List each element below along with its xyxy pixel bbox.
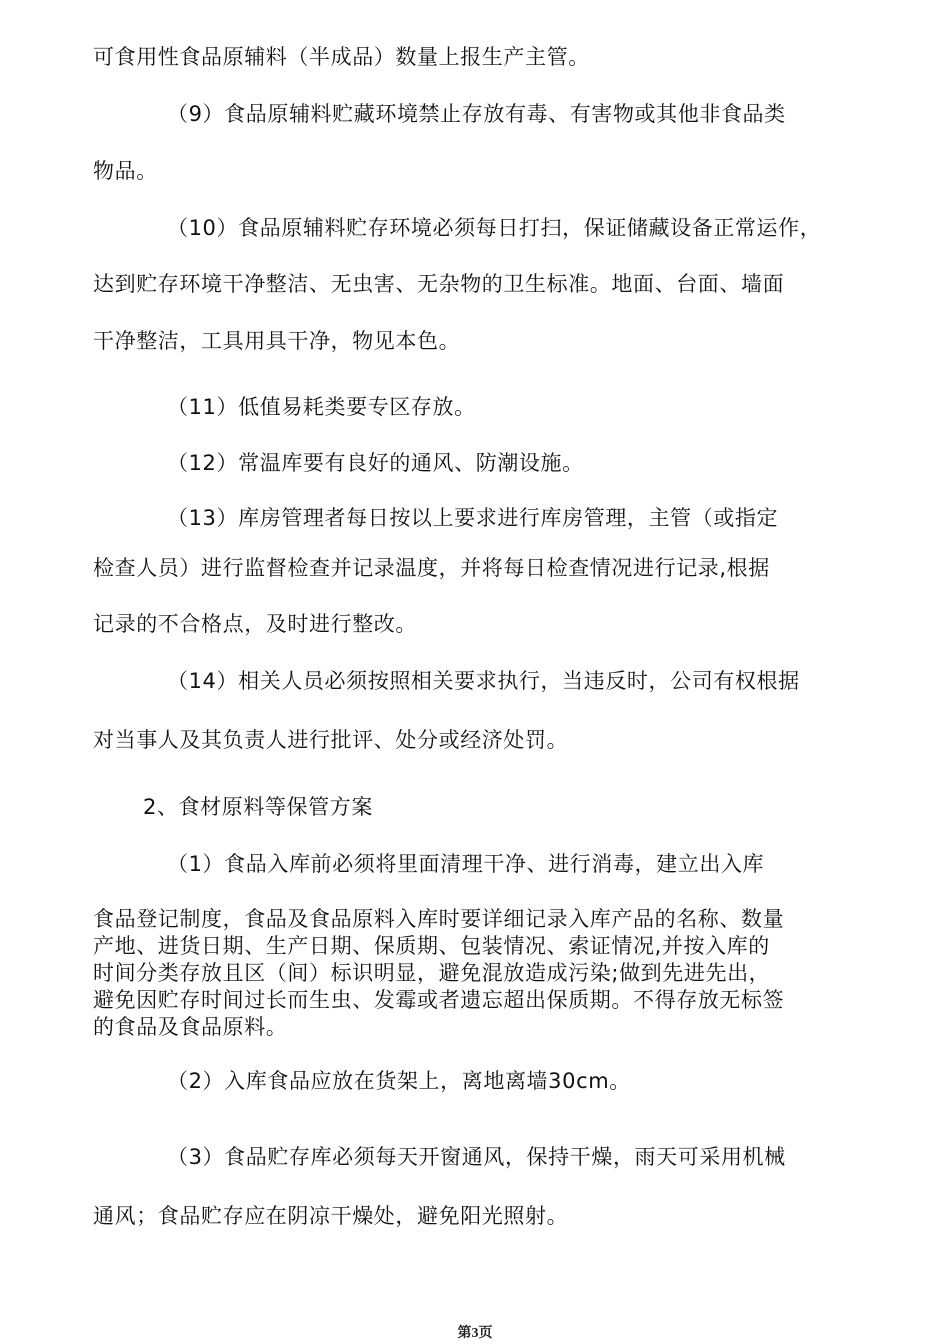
text-line: 避免因贮存时间过长而生虫、发霉或者遗忘超出保质期。不得存放无标签 [93,988,785,1012]
text-line: 食品登记制度，食品及食品原料入库时要详细记录入库产品的名称、数量 [93,907,785,931]
section-heading: 2、食材原料等保管方案 [143,795,373,819]
text-line: （3）食品贮存库必须每天开窗通风，保持干燥，雨天可采用机械 [167,1145,786,1169]
text-line: （12）常温库要有良好的通风、防潮设施。 [167,451,584,475]
text-line: 时间分类存放且区（间）标识明显，避免混放造成污染;做到先进先出， [93,961,771,985]
text-line: 物品。 [93,159,158,183]
text-line: （14）相关人员必须按照相关要求执行，当违反时，公司有权根据 [167,669,800,693]
text-line: 的食品及食品原料。 [93,1015,288,1039]
text-line: 检查人员）进行监督检查并记录温度，并将每日检查情况进行记录,根据 [93,556,770,580]
text-line: 产地、进货日期、生产日期、保质期、包装情况、索证情况,并按入库的 [93,934,770,958]
text-line: 干净整洁，工具用具干净，物见本色。 [93,329,461,353]
text-line: （9）食品原辅料贮藏环境禁止存放有毒、有害物或其他非食品类 [167,102,786,126]
text-line: （11）低值易耗类要专区存放。 [167,395,476,419]
text-line: 对当事人及其负责人进行批评、处分或经济处罚。 [93,728,569,752]
text-line: 可食用性食品原辅料（半成品）数量上报生产主管。 [93,45,590,69]
text-line: （10）食品原辅料贮存环境必须每日打扫，保证储藏设备正常运作， [167,216,822,240]
text-line: （13）库房管理者每日按以上要求进行库房管理，主管（或指定 [167,506,779,530]
text-line: 通风；食品贮存应在阴凉干燥处，避免阳光照射。 [93,1204,569,1228]
page-number: 第3页 [457,1326,493,1341]
text-line: （1）食品入库前必须将里面清理干净、进行消毒，建立出入库 [167,852,765,876]
text-line: 达到贮存环境干净整洁、无虫害、无杂物的卫生标准。地面、台面、墙面 [93,272,785,296]
text-line: 记录的不合格点，及时进行整改。 [93,612,417,636]
text-line: （2）入库食品应放在货架上，离地离墙30cm。 [167,1069,631,1093]
